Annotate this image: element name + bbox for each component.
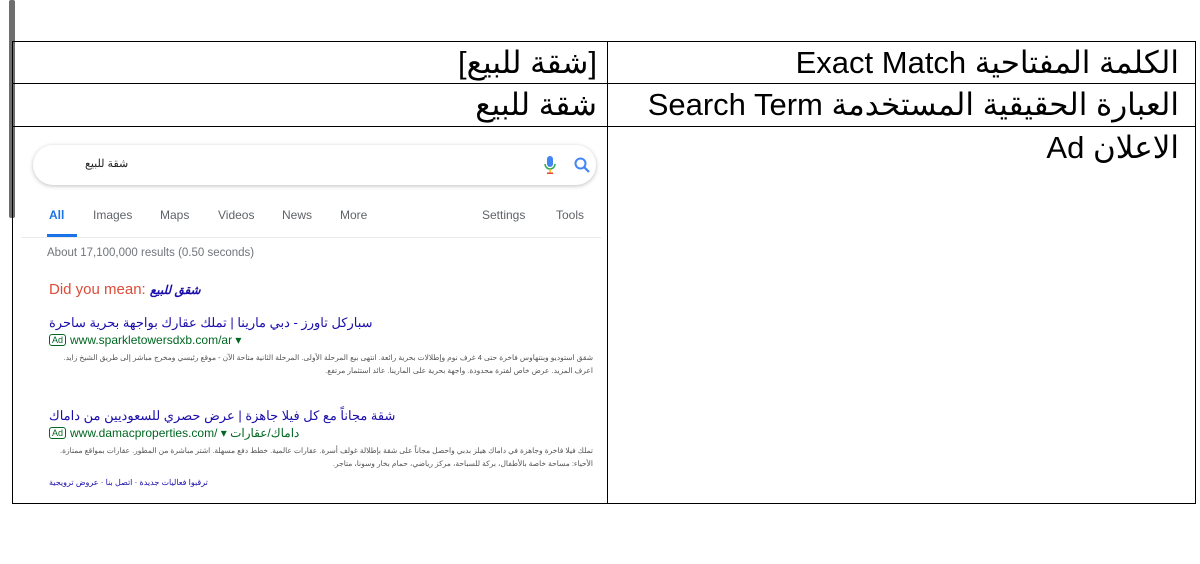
- tab-settings[interactable]: Settings: [482, 208, 526, 222]
- tab-images[interactable]: Images: [93, 208, 133, 222]
- search-tabs: [21, 203, 601, 238]
- ad-2-badge: Ad: [49, 427, 66, 439]
- google-serp-screenshot: [21, 135, 601, 500]
- tab-tools[interactable]: Tools: [556, 208, 585, 222]
- search-term-value: شقة للبيع: [475, 87, 597, 122]
- cell-exact-match-value: [12, 41, 607, 84]
- ad-1-description: شقق استوديو وبنتهاوس فاخرة حتى 4 غرف نوم وإطلالات بحرية رائعة. انتهى بيع المرحلة الأولى. المرحلة الثانية متاحة الآن - موقع رئيسي ومخرج مباشر إلى طريق الشيخ زايد. اعرف المزيد. عرض خاص لفترة محدودة. واجهة بحرية على المارينا. عائد استثمار مرتفع.: [63, 353, 593, 375]
- cell-ad-label: [607, 127, 1196, 504]
- cell-ad-screenshot: [12, 127, 607, 504]
- tab-all[interactable]: All: [49, 208, 65, 222]
- did-you-mean: [49, 281, 201, 298]
- exact-match-label: Exact Match الكلمة المفتاحية: [795, 45, 1179, 80]
- ad-2-description: تملك فيلا فاخرة وجاهزة في داماك هيلز بدبي واحصل مجاناً على شقة بإطلالة غولف أسرة. عقارات عالمية. خطط دفع مسهلة. اشتر مباشرة من المطور. عقارات بمواقع ممتازة. الأحياء: مساحة خاصة بالأطفال، بركة للسباحة، مركز رياضي، حمام بخار وسونا، متاجر.: [60, 446, 593, 468]
- cell-search-term-value: [12, 84, 607, 127]
- ad-2-url-row: [49, 426, 299, 440]
- search-box[interactable]: [33, 145, 596, 185]
- tab-more[interactable]: More: [340, 208, 368, 222]
- search-query[interactable]: شقة للبيع: [85, 158, 129, 170]
- did-you-mean-suggestion[interactable]: شقق للبيع: [149, 283, 201, 297]
- ad-label: Ad الاعلان: [1046, 130, 1179, 165]
- cell-search-term-label: [607, 84, 1196, 127]
- search-term-label: Search Term العبارة الحقيقية المستخدمة: [647, 87, 1179, 122]
- ad-1-title[interactable]: سباركل تاورز - دبي مارينا | تملك عقارك بواجهة بحرية ساحرة: [49, 315, 373, 330]
- tab-maps[interactable]: Maps: [160, 208, 190, 222]
- mic-icon[interactable]: [543, 155, 557, 175]
- ad-2-sitelinks[interactable]: ترقبوا فعاليات جديدة · اتصل بنا · عروض ترويجية: [49, 478, 208, 487]
- cell-exact-match-label: [607, 41, 1196, 84]
- tab-news[interactable]: News: [282, 208, 313, 222]
- ad-2-url[interactable]: www.damacproperties.com/ ▾ داماك/عقارات: [70, 426, 300, 440]
- ad-1-url-row: [49, 333, 241, 347]
- ad-1-badge: Ad: [49, 334, 66, 346]
- keyword-table: [12, 41, 1196, 504]
- result-stats: About 17,100,000 results (0.50 seconds): [47, 247, 255, 259]
- exact-match-value: [شقة للبيع]: [457, 45, 597, 80]
- did-you-mean-label: Did you mean:: [49, 281, 150, 298]
- ad-1-url[interactable]: www.sparkletowersdxb.com/ar ▾: [70, 333, 242, 347]
- tab-videos[interactable]: Videos: [218, 208, 255, 222]
- active-tab-indicator: [47, 234, 77, 237]
- search-icon[interactable]: [573, 156, 591, 174]
- ad-2-title[interactable]: شقة مجاناً مع كل فيلا جاهزة | عرض حصري للسعوديين من داماك: [49, 408, 396, 423]
